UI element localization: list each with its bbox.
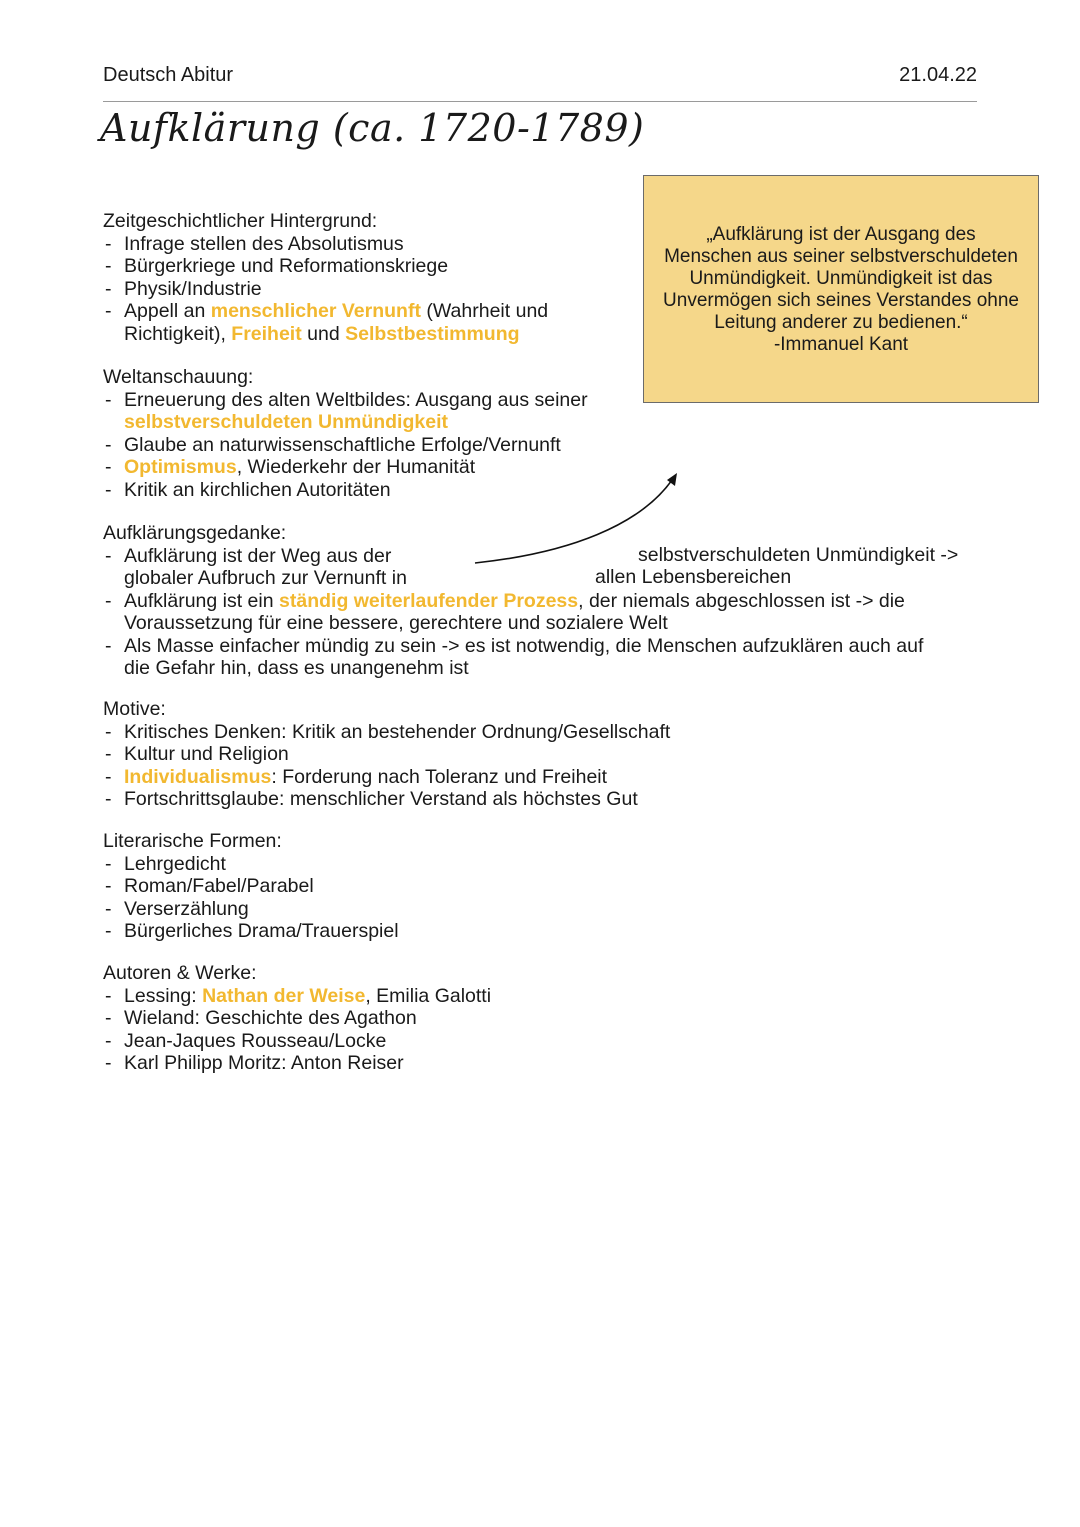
text: Lessing: (124, 984, 203, 1007)
list-item-continuation: Voraussetzung für eine bessere, gerechtere und sozialere Welt (124, 612, 668, 634)
list-item: - Als Masse einfacher mündig zu sein -> es ist notwendig, die Menschen aufzuklären auch auf (103, 635, 923, 658)
text: und (301, 322, 346, 345)
quote-line: Unvermögen sich seines Verstandes ohne (663, 290, 1019, 311)
text: (Wahrheit und (420, 300, 549, 322)
list-item: - Fortschrittsglaube: menschlicher Verstand als höchstes Gut (103, 788, 670, 811)
section-heading: Aufklärungsgedanke: (103, 522, 287, 544)
list-item: - Bürgerliches Drama/Trauerspiel (103, 920, 399, 943)
highlight: Nathan der Weise (202, 984, 366, 1007)
section-heading: Motive: (103, 698, 166, 720)
list-item: - Aufklärung ist der Weg aus der (103, 545, 923, 568)
list-item-continuation: globaler Aufbruch zur Vernunft in (124, 567, 407, 589)
quote-line: Unmündigkeit. Unmündigkeit ist das (689, 268, 993, 289)
highlight: Selbstbestimmung (345, 322, 520, 345)
list-item: - Verserzählung (103, 898, 399, 921)
text: , Emilia Galotti (365, 984, 492, 1007)
highlight: selbstverschuldeten Unmündigkeit (124, 411, 448, 433)
text: Appell an (124, 300, 211, 322)
quote-line: Menschen aus seiner selbstverschuldeten (664, 246, 1018, 267)
highlight: Freiheit (231, 322, 302, 345)
list-item: - Erneuerung des alten Weltbildes: Ausgang aus seiner (103, 389, 588, 412)
section-heading: Autoren & Werke: (103, 962, 257, 984)
arrow-target-text: selbstverschuldeten Unmündigkeit -> (638, 544, 959, 566)
highlight: menschlicher Vernunft (210, 300, 421, 322)
list-item: - Kritisches Denken: Kritik an bestehender Ordnung/Gesellschaft (103, 721, 670, 744)
list-item: - Infrage stellen des Absolutismus (103, 233, 548, 256)
text: , der niemals abgeschlossen ist -> die (578, 589, 905, 612)
text: Richtigkeit), (124, 322, 232, 345)
list-item: - Karl Philipp Moritz: Anton Reiser (103, 1052, 491, 1075)
text: : Forderung nach Toleranz und Freiheit (271, 765, 608, 788)
quote-line: Leitung anderer zu bedienen.“ (714, 312, 968, 333)
list-item: - Lehrgedicht (103, 853, 399, 876)
list-item: - Jean-Jaques Rousseau/Locke (103, 1030, 491, 1053)
section-heading: Literarische Formen: (103, 830, 282, 852)
highlight: ständig weiterlaufender Prozess (279, 589, 579, 612)
date-label: 21.04.22 (899, 64, 977, 86)
section-motive (103, 698, 670, 811)
arrow-target-text: allen Lebensbereichen (595, 566, 792, 588)
list-item: - Physik/Industrie (103, 278, 548, 301)
list-item-continuation: die Gefahr hin, dass es unangenehm ist (124, 657, 469, 679)
section-heading: Zeitgeschichtlicher Hintergrund: (103, 210, 378, 232)
list-item: - Kritik an kirchlichen Autoritäten (103, 479, 588, 502)
quote-author: -Immanuel Kant (773, 334, 909, 355)
section-heading: Weltanschauung: (103, 366, 254, 388)
subject-label: Deutsch Abitur (103, 64, 234, 86)
page-title: Aufklärung (ca. 1720-1789) (100, 106, 645, 150)
text: , Wiederkehr der Humanität (236, 456, 476, 478)
list-item: - Roman/Fabel/Parabel (103, 875, 399, 898)
list-item: - Kultur und Religion (103, 743, 670, 766)
section-autoren (103, 962, 491, 1075)
highlight: Optimismus (124, 456, 237, 478)
quote-line: „Aufklärung ist der Ausgang des (706, 224, 976, 245)
section-formen (103, 830, 399, 943)
list-item (103, 766, 670, 789)
list-item: - Bürgerkriege und Reformationskriege (103, 255, 548, 278)
list-item: - Glaube an naturwissenschaftliche Erfolge/Vernunft (103, 434, 588, 457)
list-item (103, 985, 491, 1008)
highlight: Individualismus (124, 765, 272, 788)
list-item: - Wieland: Geschichte des Agathon (103, 1007, 491, 1030)
text: Aufklärung ist ein (124, 589, 280, 612)
